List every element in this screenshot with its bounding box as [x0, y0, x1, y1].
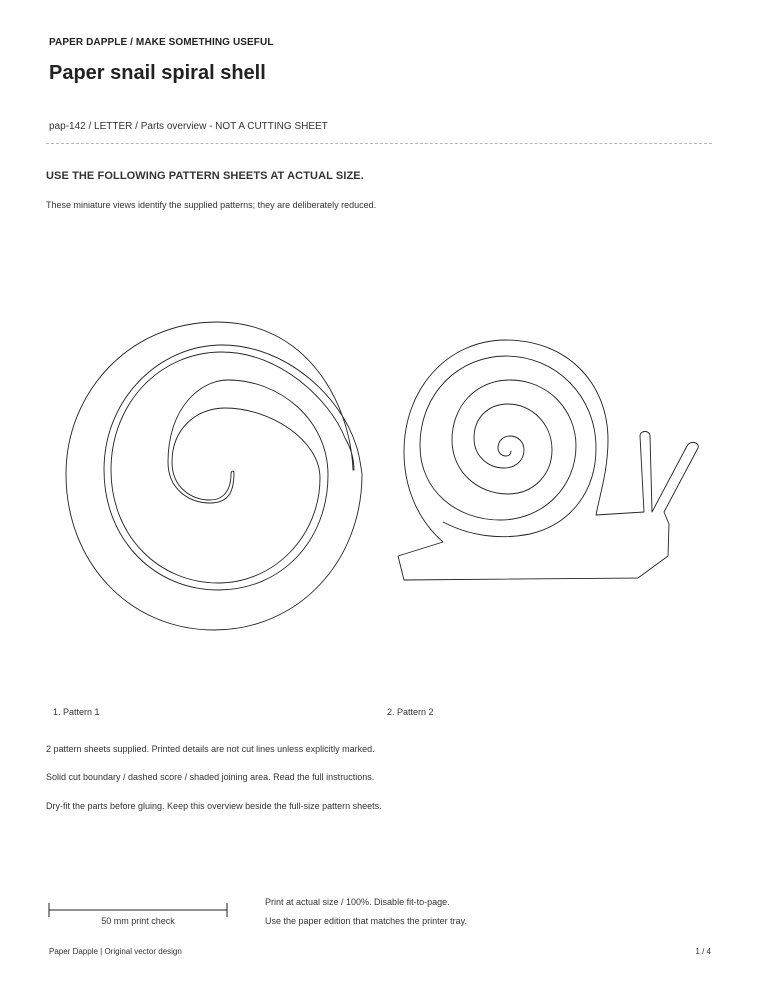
- instructions-heading: USE THE FOLLOWING PATTERN SHEETS AT ACTUAL SIZE.: [46, 170, 364, 182]
- paper-instruction: Use the paper edition that matches the printer tray.: [265, 916, 467, 926]
- document-meta: pap-142 / LETTER / Parts overview - NOT A CUTTING SHEET: [49, 121, 328, 132]
- pattern-2-shell-spiral: [420, 356, 596, 537]
- note-sheets: 2 pattern sheets supplied. Printed details are not cut lines unless explicitly marked.: [46, 744, 375, 754]
- pattern-1-spiral-shell: [66, 322, 362, 630]
- pattern-2-snail: [398, 340, 698, 580]
- page-title: Paper snail spiral shell: [49, 62, 266, 84]
- instructions-body: These miniature views identify the supplied patterns; they are deliberately reduced.: [46, 200, 377, 210]
- note-dry-fit: Dry-fit the parts before gluing. Keep this overview beside the full-size pattern sheets.: [46, 801, 382, 811]
- brand-header: PAPER DAPPLE / MAKE SOMETHING USEFUL: [49, 37, 274, 48]
- pattern-2-caption: 2. Pattern 2: [387, 707, 434, 717]
- note-legend: Solid cut boundary / dashed score / shaded joining area. Read the full instructions.: [46, 772, 375, 782]
- scale-bar-label: 50 mm print check: [101, 916, 175, 926]
- footer-credit: Paper Dapple | Original vector design: [49, 947, 182, 956]
- print-instruction: Print at actual size / 100%. Disable fit-to-page.: [265, 897, 450, 907]
- pattern-1-caption: 1. Pattern 1: [53, 707, 100, 717]
- scale-bar: [49, 903, 227, 917]
- page-number: 1 / 4: [695, 947, 711, 956]
